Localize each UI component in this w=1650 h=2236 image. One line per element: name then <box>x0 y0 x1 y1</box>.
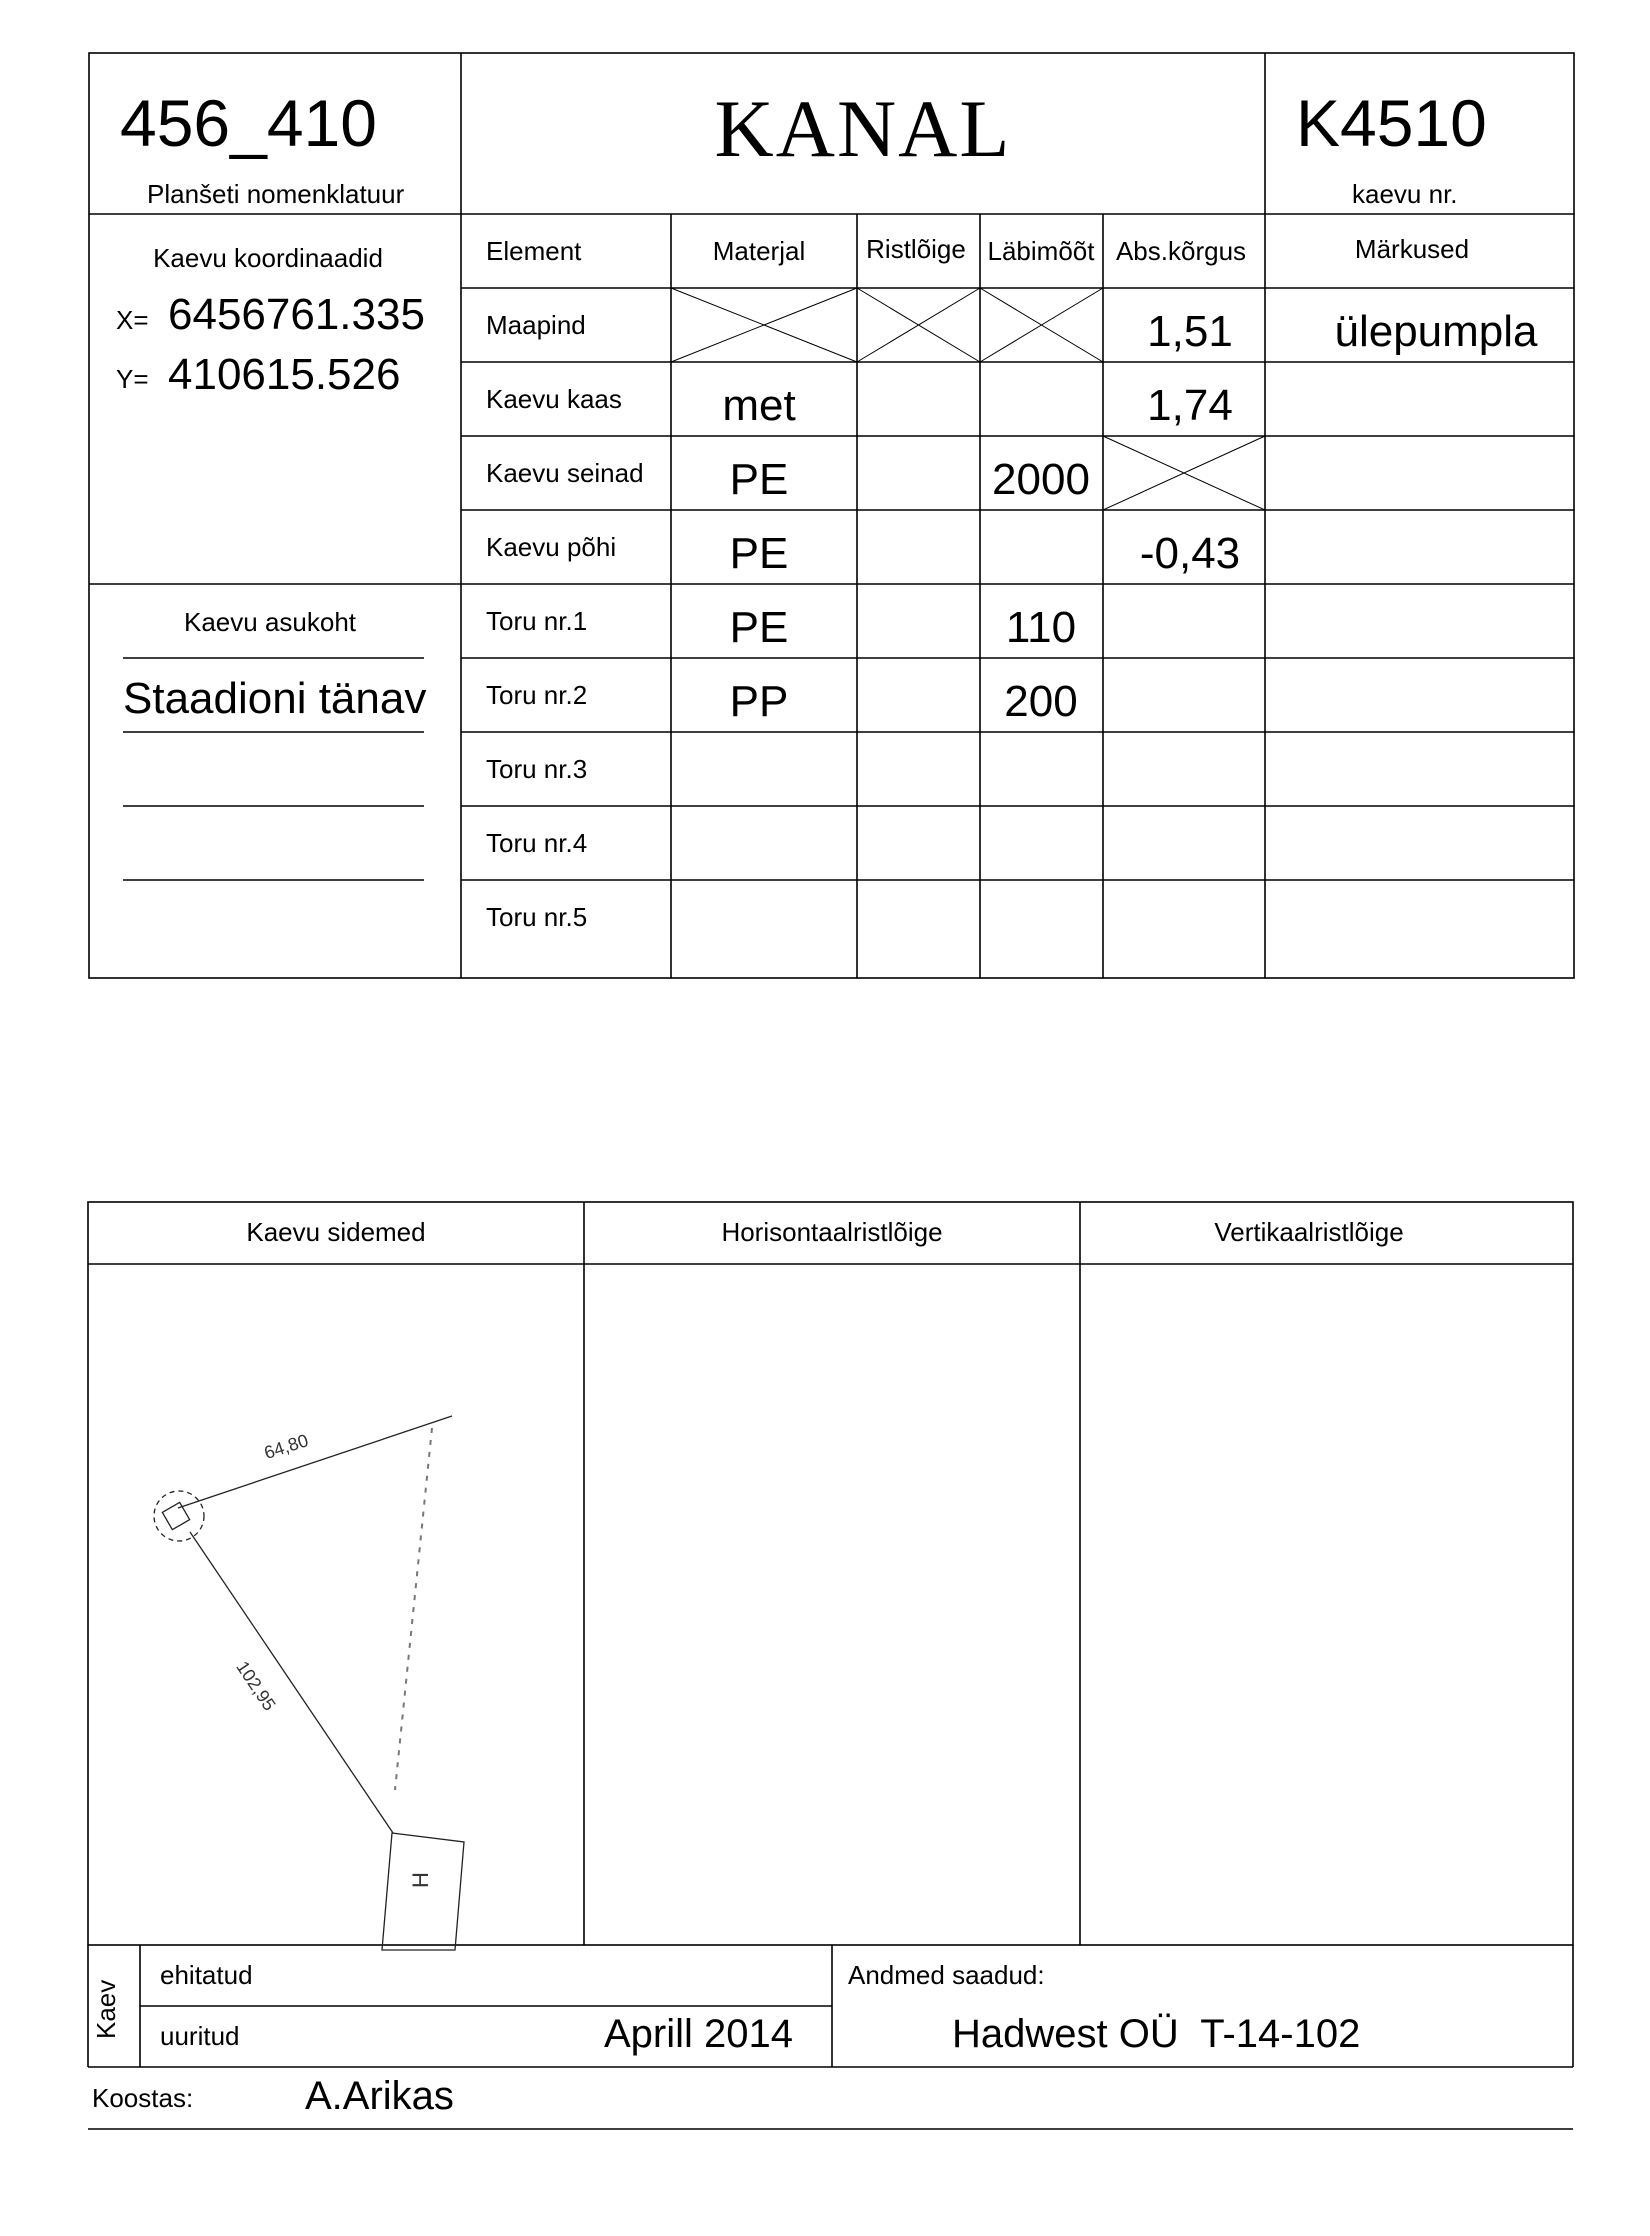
col-header-elevation: Abs.kõrgus <box>1115 236 1247 266</box>
row-element: Toru nr.1 <box>486 606 588 636</box>
row-element: Kaevu seinad <box>486 458 644 488</box>
x-label: X= <box>116 305 149 335</box>
row-element: Kaevu kaas <box>486 384 622 414</box>
row-element: Toru nr.2 <box>486 680 588 710</box>
panel-header-horizontal: Horisontaalristlõige <box>721 1217 943 1247</box>
row-material: PE <box>729 455 789 504</box>
location-line-1: Staadioni tänav <box>123 674 427 723</box>
y-value: 410615.526 <box>168 350 401 399</box>
fence-line <box>395 1428 432 1790</box>
coordinates-label: Kaevu koordinaadid <box>153 243 383 273</box>
author-value: A.Arikas <box>305 2074 454 2118</box>
row-material: PP <box>729 677 789 726</box>
row-diameter: 110 <box>1005 603 1077 652</box>
tie-line-2 <box>190 1532 393 1833</box>
well-symbol-icon <box>154 1491 204 1541</box>
surveyed-label: uuritud <box>160 2021 240 2051</box>
row-elevation: 1,74 <box>1147 381 1233 430</box>
row-material: met <box>722 381 796 430</box>
panel-header-ties: Kaevu sidemed <box>246 1217 426 1247</box>
col-header-notes: Märkused <box>1354 234 1470 264</box>
tie-distance-1: 64,80 <box>261 1430 311 1464</box>
row-material: PE <box>729 603 789 652</box>
panel-header-vertical: Vertikaalristlõige <box>1214 1217 1404 1247</box>
row-notes: ülepumpla <box>1334 307 1538 356</box>
row-element: Kaevu põhi <box>486 532 617 562</box>
building-outline <box>382 1833 464 1950</box>
col-header-element: Element <box>486 236 582 266</box>
source-value: Hadwest OÜ T-14-102 <box>952 2012 1361 2056</box>
footer-side-label: Kaev <box>91 1979 121 2039</box>
row-elevation: 1,51 <box>1147 307 1233 356</box>
row-diameter: 2000 <box>992 455 1090 504</box>
row-element: Toru nr.3 <box>486 754 588 784</box>
row-material: PE <box>729 529 789 578</box>
well-id: K4510 <box>1296 86 1487 160</box>
row-elevation: -0,43 <box>1139 529 1241 578</box>
row-element: Maapind <box>486 310 586 340</box>
y-label: Y= <box>116 364 149 394</box>
page-title: KANAL <box>714 83 1012 174</box>
location-label: Kaevu asukoht <box>183 607 357 637</box>
tie-line-1 <box>178 1416 452 1508</box>
x-value: 6456761.335 <box>168 290 425 339</box>
row-element: Toru nr.5 <box>486 902 588 932</box>
built-label: ehitatud <box>160 1960 253 1990</box>
survey-date: Aprill 2014 <box>604 2012 794 2056</box>
building-label: H <box>408 1872 433 1888</box>
row-element: Toru nr.4 <box>486 828 588 858</box>
col-header-diameter: Läbimõõt <box>987 236 1095 266</box>
source-label: Andmed saadud: <box>848 1960 1045 1990</box>
row-diameter: 200 <box>1004 677 1078 726</box>
col-header-material: Materjal <box>712 236 806 266</box>
tie-distance-2: 102,95 <box>232 1657 280 1715</box>
col-header-section: Ristlõige <box>866 234 966 264</box>
sheet-caption: Planšeti nomenklatuur <box>147 179 405 209</box>
author-label: Koostas: <box>92 2083 194 2113</box>
sheet-number: 456_410 <box>120 86 377 160</box>
well-caption: kaevu nr. <box>1352 179 1458 209</box>
